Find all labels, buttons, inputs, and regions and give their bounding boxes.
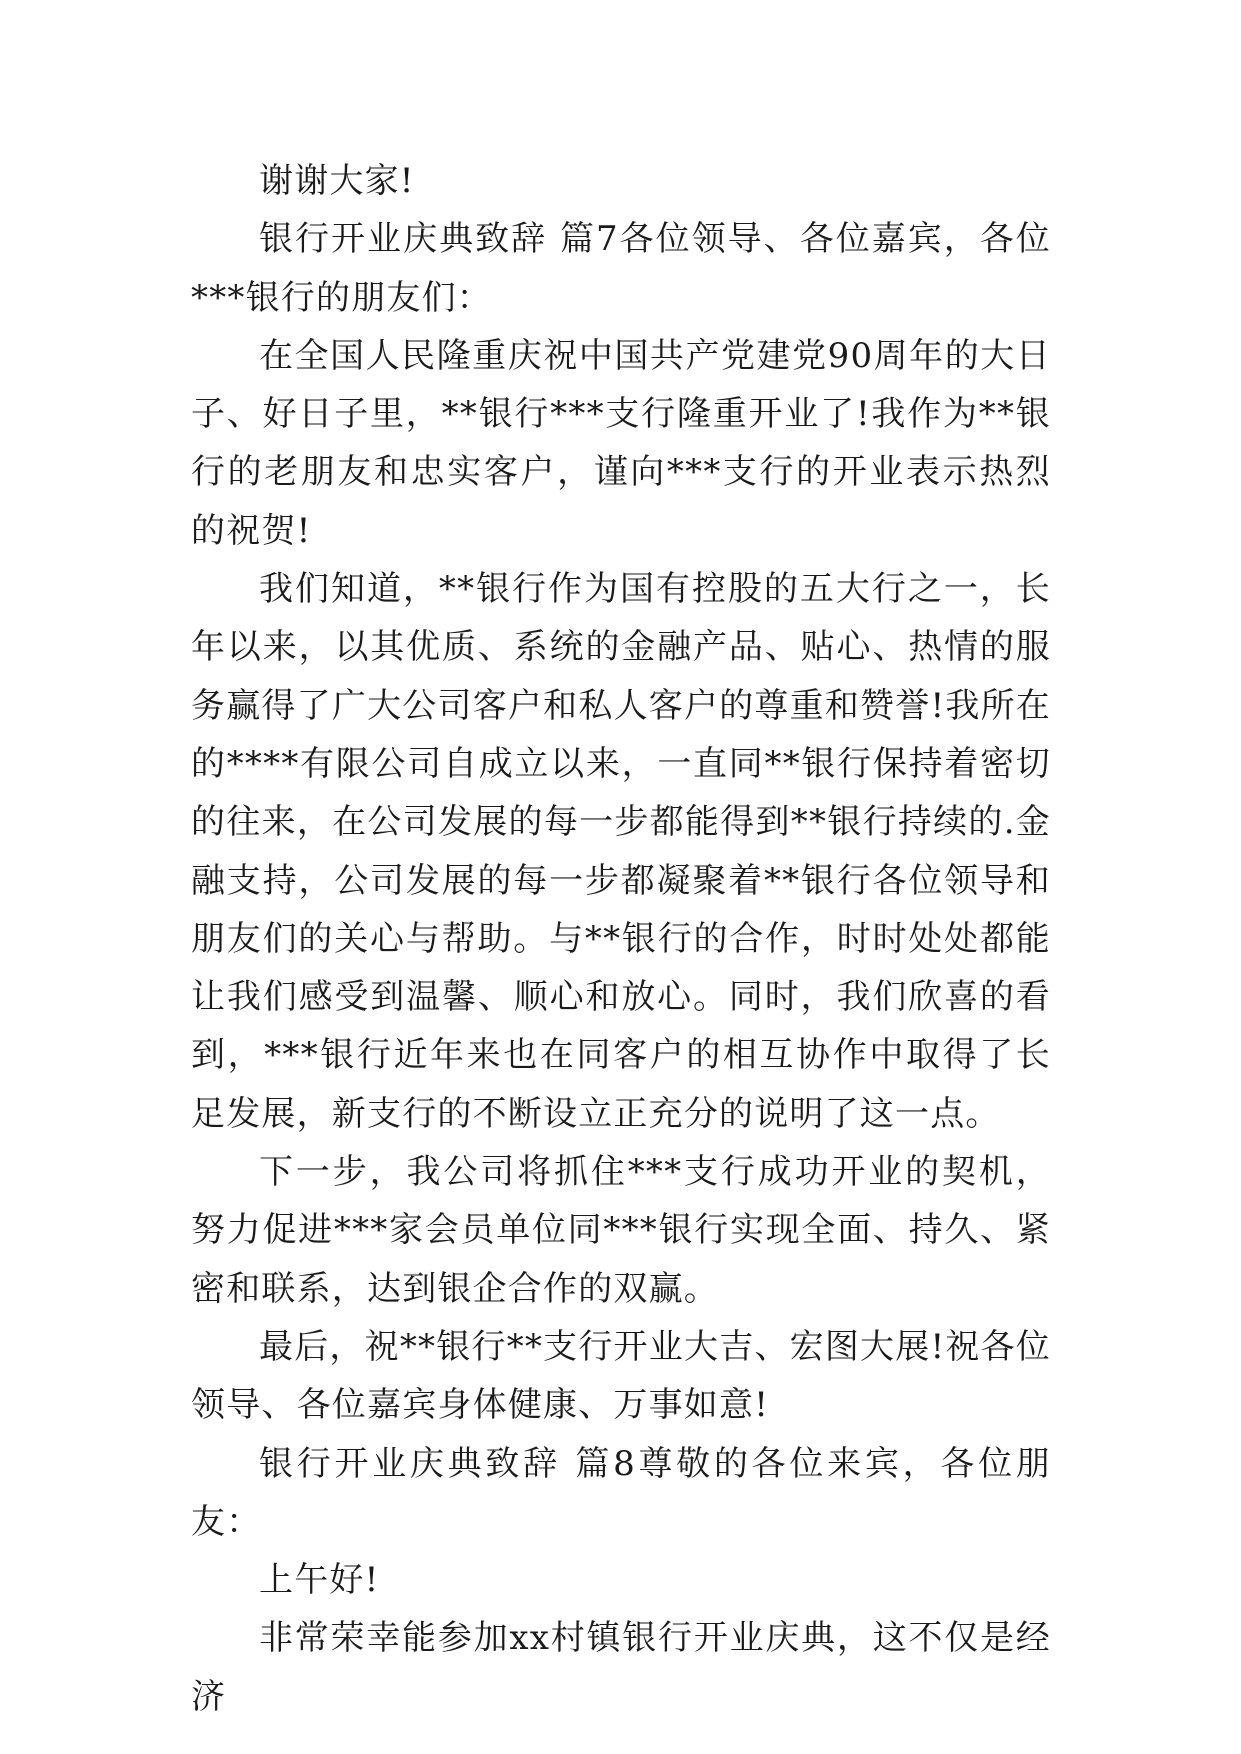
paragraph-bank-reputation: 我们知道，**银行作为国有控股的五大行之一，长年以来，以其优质、系统的金融产品、贴心、热情的服务赢得了广大公司客户和私人客户的尊重和赞誉!我所在的****有限公司自成立以来，一直同**银行保持着密切的往来，在公司发展的每一步都能得到**银行持续的.金融支持，公司发展的每一步都凝聚着**银行各位领导和朋友们的关心与帮助。与**银行的合作，时时处处都能让我们感受到温馨、顺心和放心。同时，我们欣喜的看到，***银行近年来也在同客户的相互协作中取得了长足发展，新支行的不断设立正充分的说明了这一点。 bbox=[191, 569, 1051, 1134]
paragraph-next-step: 下一步，我公司将抓住***支行成功开业的契机，努力促进***家会员单位同***银行实现全面、持久、紧密和联系，达到银企合作的双赢。 bbox=[191, 1152, 1051, 1309]
paragraph-thanks: 谢谢大家! bbox=[259, 161, 415, 201]
paragraph-speech-8-heading: 银行开业庆典致辞 篇8尊敬的各位来宾，各位朋友： bbox=[191, 1443, 1051, 1542]
document-body bbox=[191, 152, 1051, 1726]
paragraph-speech-7-heading: 银行开业庆典致辞 篇7各位领导、各位嘉宾，各位***银行的朋友们： bbox=[191, 219, 1051, 318]
paragraph-celebration: 在全国人民隆重庆祝中国共产党建党90周年的大日子、好日子里，**银行***支行隆重开业了!我作为**银行的老朋友和忠实客户，谨向***支行的开业表示热烈的祝贺! bbox=[191, 335, 1051, 551]
paragraph-closing-wishes: 最后，祝**银行**支行开业大吉、宏图大展!祝各位领导、各位嘉宾身体健康、万事如意! bbox=[191, 1326, 1051, 1426]
paragraph-greeting: 上午好! bbox=[259, 1560, 380, 1601]
paragraph-honored: 非常荣幸能参加xx村镇银行开业庆典，这不仅是经济 bbox=[191, 1618, 1051, 1717]
